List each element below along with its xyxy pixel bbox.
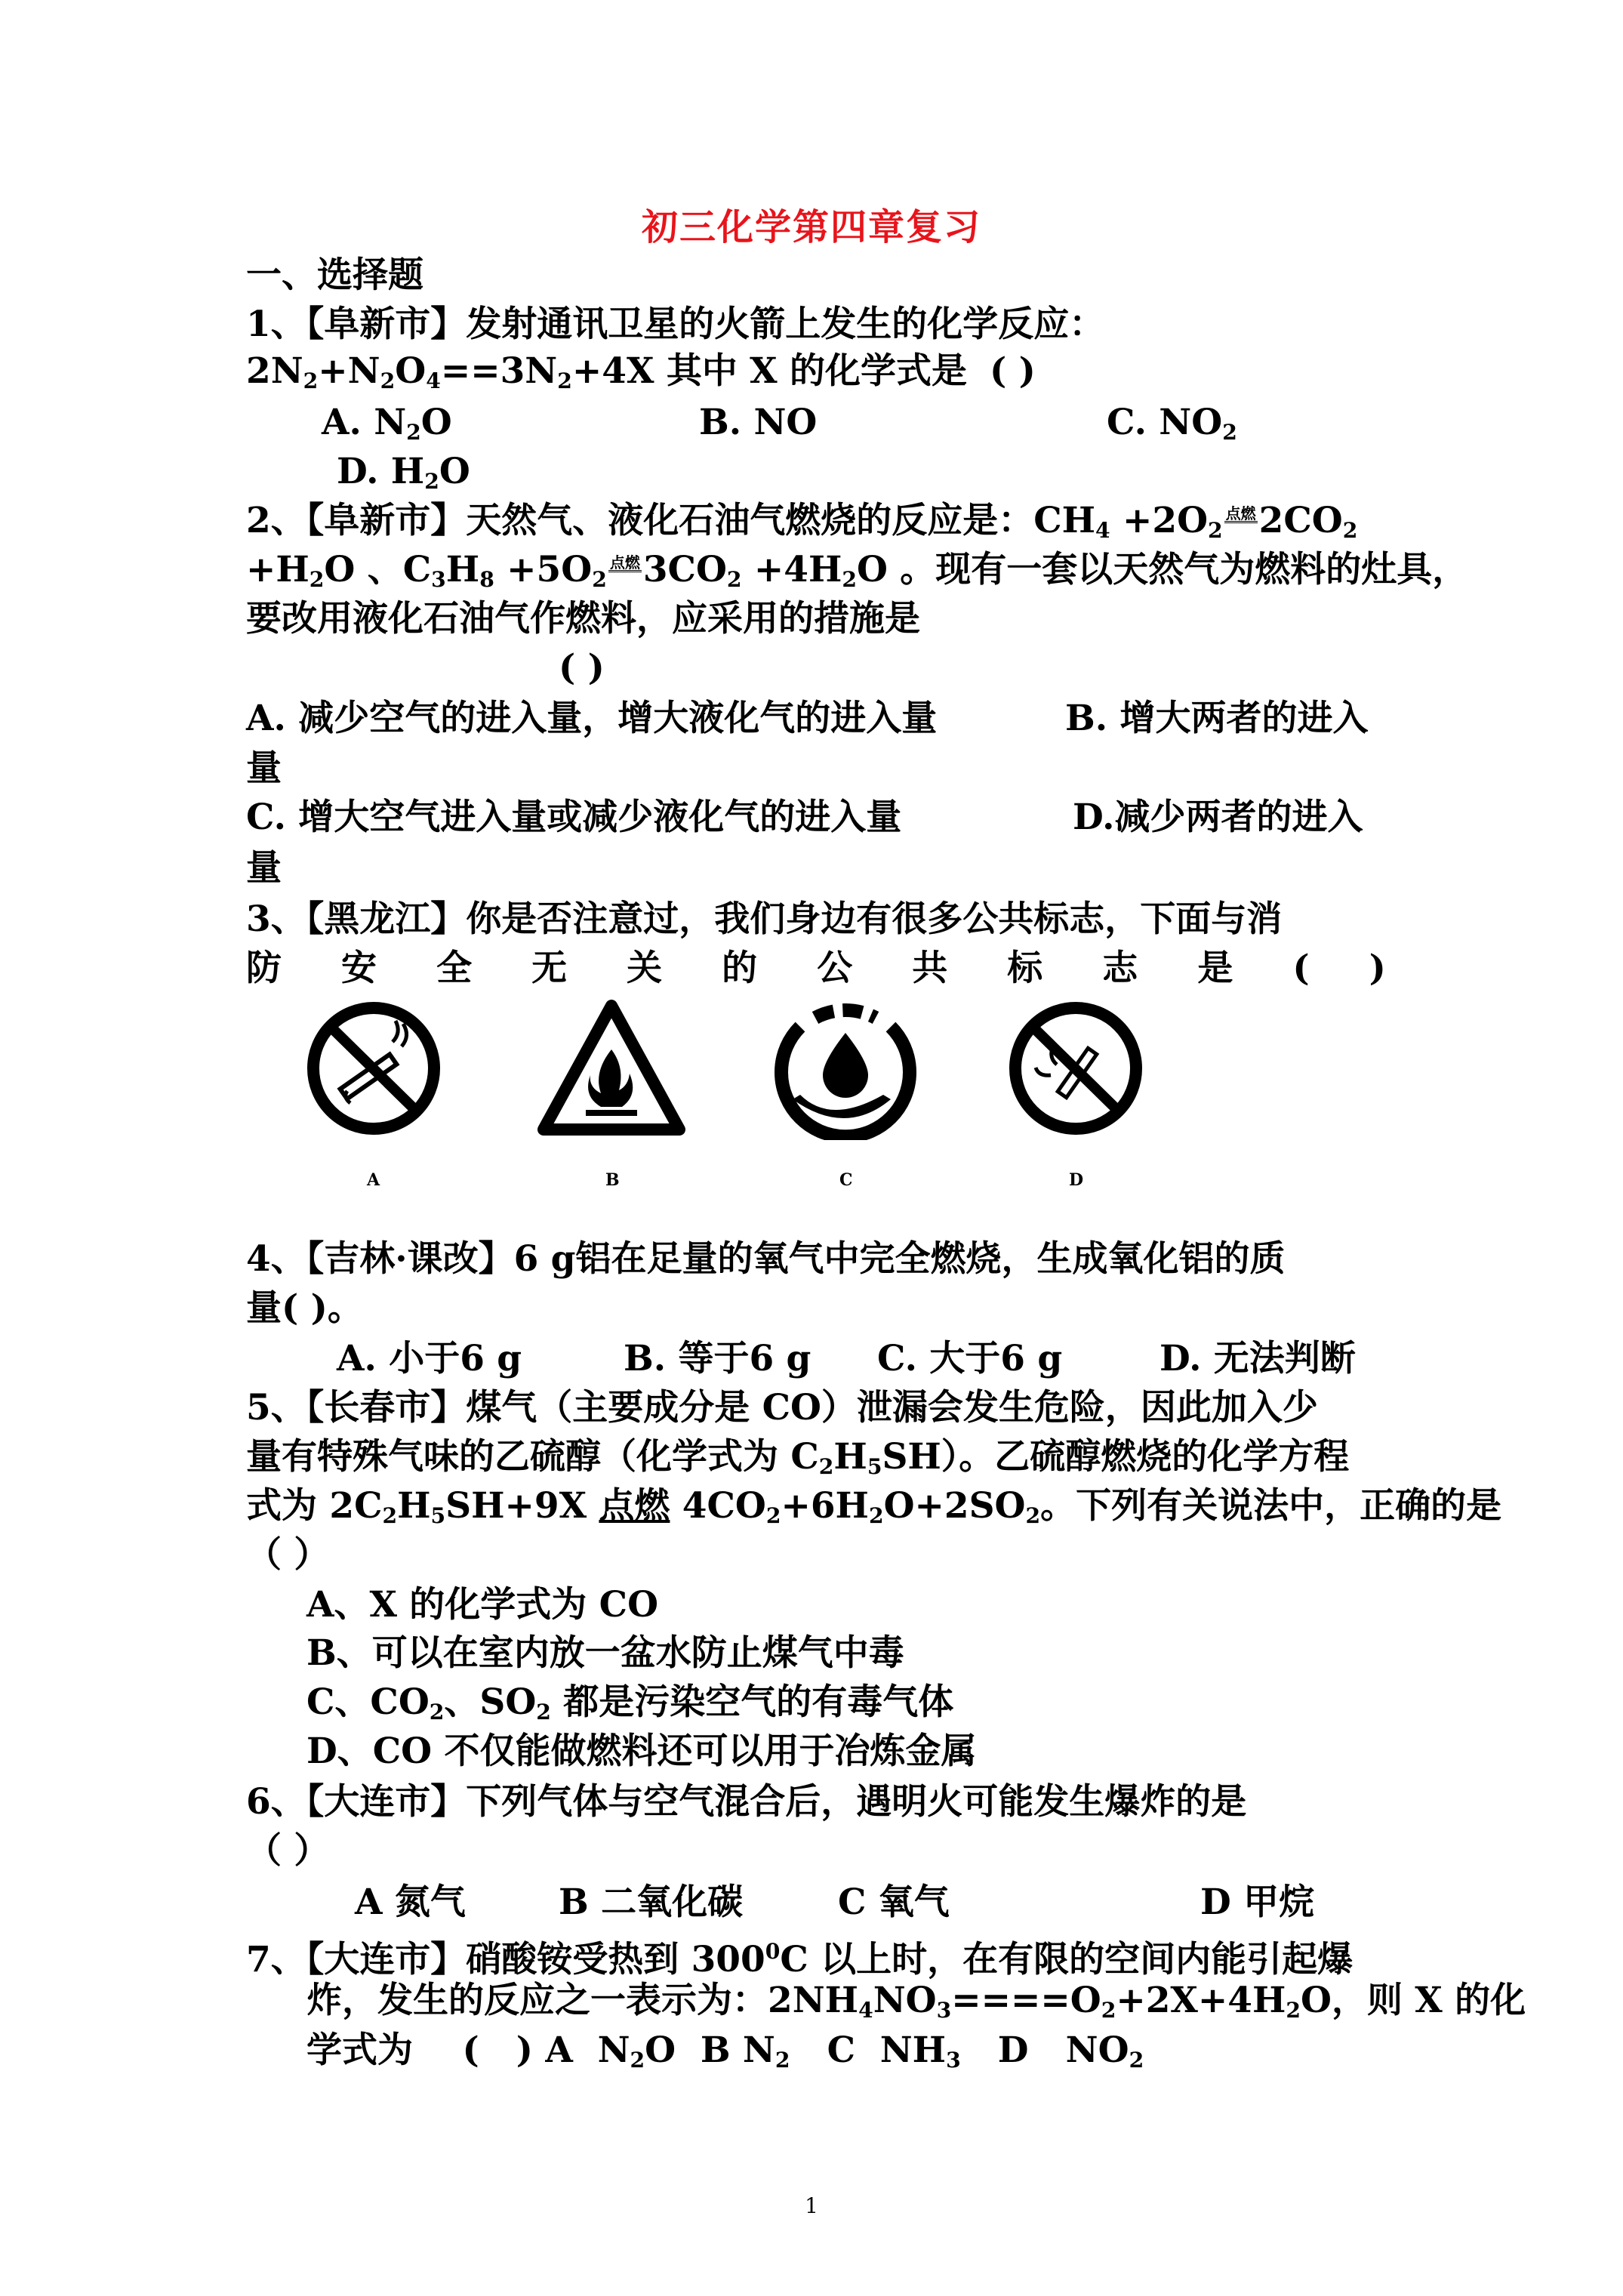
q2-option-c: C. 增大空气进入量或减少液化气的进入量 <box>246 797 902 838</box>
page-title: 初三化学第四章复习 <box>641 206 981 248</box>
q2-option-b: B. 增大两者的进入 <box>1065 698 1369 739</box>
q6-options-row <box>355 1880 1336 1925</box>
flammable-warning-icon <box>536 997 687 1140</box>
q2-options-ab <box>246 696 1386 741</box>
q1-equation: $2N_2+N_2O_4==3N_2+4X$ 其中 X 的化学式是 <box>246 350 968 394</box>
water-saving-icon <box>770 997 921 1140</box>
q2-answer-paren: ( ) <box>559 647 605 689</box>
q2-option-d-cont: 量 <box>246 847 282 889</box>
q6-option-c: C 氧气 <box>838 1881 950 1923</box>
q5-line3: 式为 $2C_2H_5SH+9X$ 点燃 $4CO_2+6H_2O+2SO_2$。下列有关说法中，正确的是 <box>246 1485 1502 1529</box>
q1-option-a: A. $N_2O$ <box>322 402 452 445</box>
q3-signs <box>302 997 1178 1193</box>
q4-option-b: B. 等于6 g <box>624 1338 812 1379</box>
sign-label-b: B <box>605 1170 620 1190</box>
q1-answer-paren: ( ) <box>990 350 1036 392</box>
q1-options-row <box>322 400 1378 455</box>
q6-stem: 6、【大连市】下列气体与空气混合后，遇明火可能发生爆炸的是 <box>246 1781 1247 1823</box>
q6-option-b: B 二氧化碳 <box>559 1881 744 1923</box>
no-fireworks-icon <box>1004 997 1147 1140</box>
q1-option-d: D. $H_2O$ <box>337 451 470 495</box>
q3-line2: 防 安 全 无 关 的 公 共 标 志 是 ( ) <box>246 946 1386 991</box>
sign-label-a: A <box>367 1170 380 1190</box>
q4-options-row <box>337 1336 1394 1382</box>
q2-option-a: A. 减少空气的进入量，增大液化气的进入量 <box>246 698 938 739</box>
no-smoking-icon <box>302 997 445 1140</box>
q2-option-b-cont: 量 <box>246 747 282 789</box>
q6-option-d: D 甲烷 <box>1200 1881 1315 1923</box>
q3-answer-paren-right: ) <box>1369 948 1386 989</box>
q6-answer-paren: （ ） <box>246 1830 330 1872</box>
q2-options-cd <box>246 795 1386 840</box>
q5-option-d: D、CO 不仅能做燃料还可以用于冶炼金属 <box>306 1730 977 1772</box>
q1-option-c: C. $NO_2$ <box>1107 402 1237 445</box>
q4-option-c: C. 大于6 g <box>877 1338 1063 1379</box>
q1-equation-line <box>246 349 1386 404</box>
q5-ignite-condition: 点燃 <box>599 1485 670 1527</box>
q2-line2: $+H_2O$ 、$C_3H_8 +5O_2$点燃$3CO_2 +4H_2O$ 。现有一套以天然气为燃料的灶具， <box>246 549 1468 593</box>
page-number: 1 <box>805 2193 818 2218</box>
q5-answer-paren: （ ） <box>246 1534 330 1576</box>
ignite-condition: 点燃 <box>1225 504 1256 522</box>
q5-option-b: B、可以在室内放一盆水防止煤气中毒 <box>306 1632 904 1674</box>
q4-option-a: A. 小于6 g <box>337 1338 522 1379</box>
q1-stem: 1、【阜新市】发射通讯卫星的火箭上发生的化学反应： <box>246 304 1105 345</box>
q1-option-b: B. NO <box>699 402 818 443</box>
q3-stem: 3、【黑龙江】你是否注意过，我们身边有很多公共标志，下面与消 <box>246 898 1283 940</box>
ignite-condition: 点燃 <box>609 553 640 572</box>
q5-option-c: C、$CO_2$、$SO_2$ 都是污染空气的有毒气体 <box>306 1681 954 1725</box>
q6-option-a: A 氮气 <box>355 1881 466 1923</box>
q2-option-d: D.减少两者的进入 <box>1073 797 1363 838</box>
q7-stem: 7、【大连市】硝酸铵受热到 $300^0C$ 以上时，在有限的空间内能引起爆 <box>246 1938 1354 1980</box>
q2-stem: 2、【阜新市】天然气、液化石油气燃烧的反应是：$CH_4 +2O_2$点燃$2CO_2$ <box>246 500 1358 544</box>
q5-option-a: A、X 的化学式为 CO <box>306 1584 659 1626</box>
sign-label-d: D <box>1069 1170 1084 1190</box>
q4-option-d: D. 无法判断 <box>1160 1338 1356 1379</box>
q7-line2: 炸，发生的反应之一表示为：$2NH_4NO_3====O_2+2X+4H_2O$，则 X 的化 <box>306 1980 1526 2023</box>
q5-line2: 量有特殊气味的乙硫醇（化学式为 $C_2H_5SH$）。乙硫醇燃烧的化学方程 <box>246 1436 1350 1480</box>
q4-line2: 量( )。 <box>246 1287 363 1329</box>
q7-line3: 学式为 ( ) A $N_2O$ B $N_2$ C $NH_3$ D $NO_2$ <box>306 2029 1144 2073</box>
q5-stem: 5、【长春市】煤气（主要成分是 CO）泄漏会发生危险，因此加入少 <box>246 1387 1318 1428</box>
q4-stem: 4、【吉林·课改】6 g铝在足量的氧气中完全燃烧，生成氧化铝的质 <box>246 1238 1286 1280</box>
sign-label-c: C <box>839 1170 853 1190</box>
section-heading: 一、选择题 <box>246 254 423 296</box>
q3-answer-paren-left: ( <box>1292 948 1310 989</box>
q2-line3: 要改用液化石油气作燃料，应采用的措施是 <box>246 598 920 639</box>
